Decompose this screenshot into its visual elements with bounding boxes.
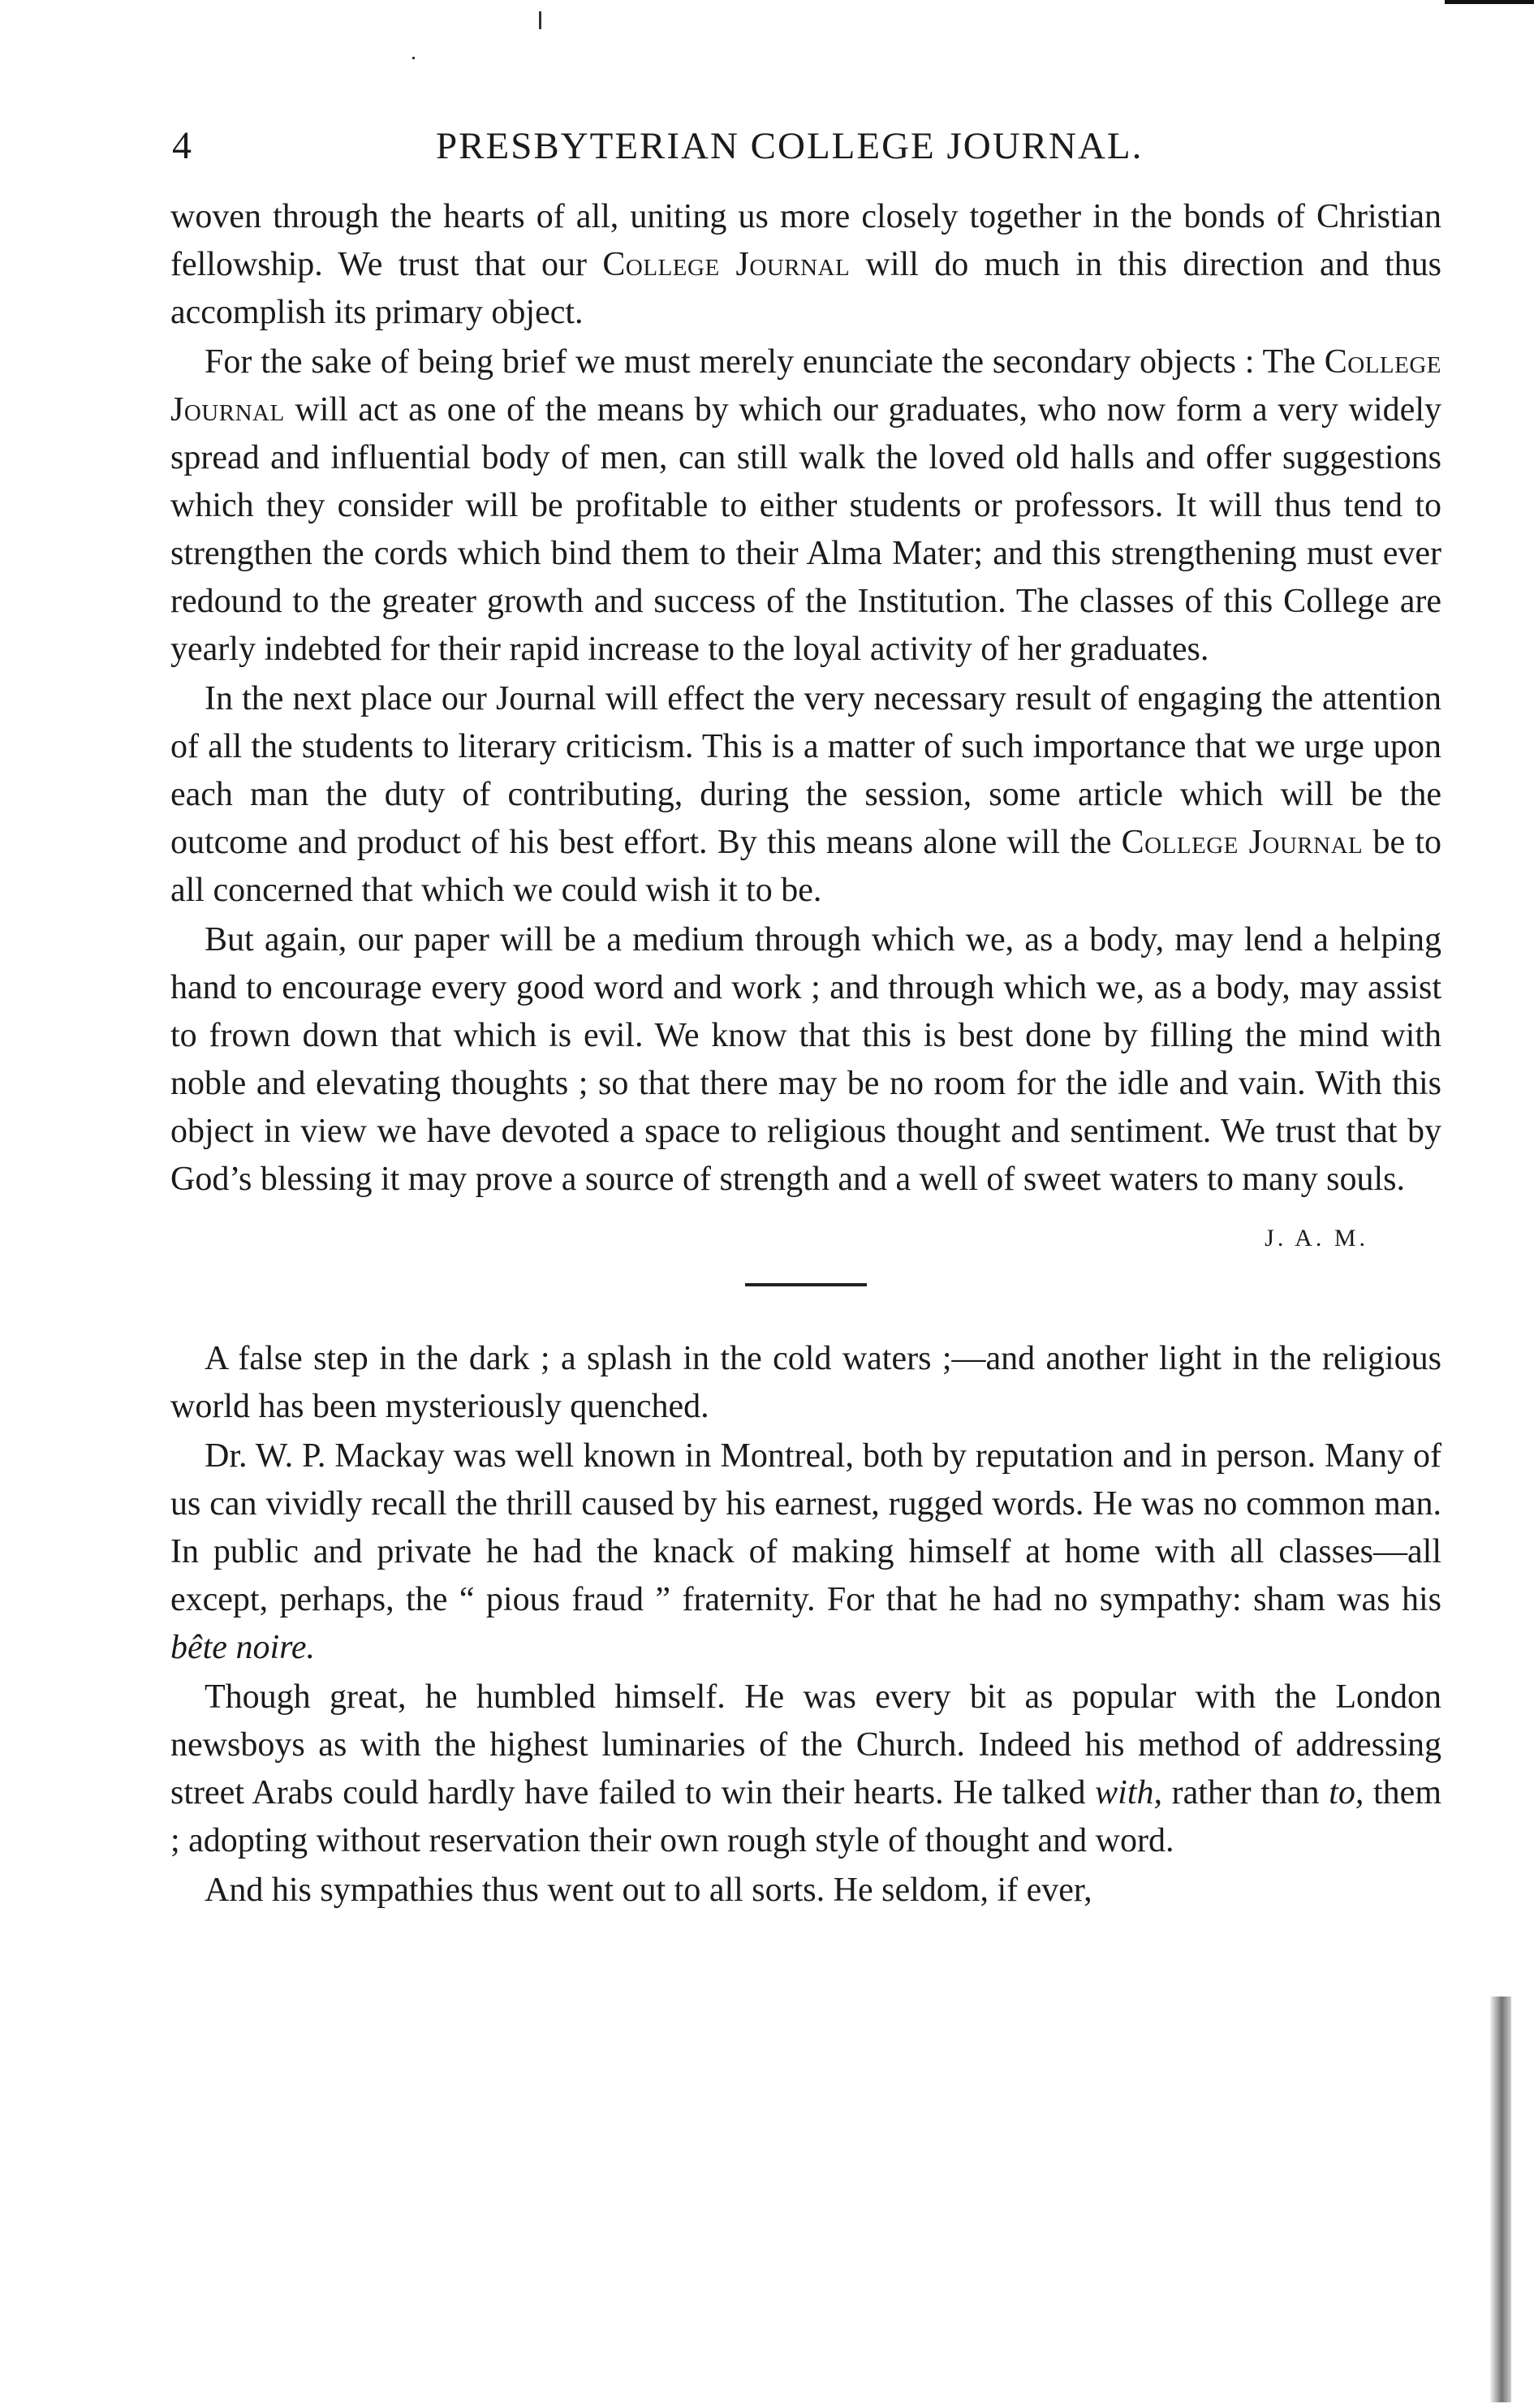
paragraph-text: will act as one of the means by which our graduates, who now form a very widely spread and influential body of men, can still walk the loved old halls and offer suggestions which they consider will be profitable to either students or professors. It will thus tend to strengthen the cords which bind them to their Alma Mater; and this strengthening must ever redound to the greater growth and success of the Institution. The classes of this College are yearly indebted for their rapid increase to the loyal activity of her graduates. [170, 391, 1441, 668]
page-number: 4 [172, 124, 192, 167]
paragraph-text: For the sake of being brief we must merely enunciate the secondary objects : The [205, 343, 1325, 381]
scan-speck [539, 11, 541, 29]
italic-phrase: bête noire. [170, 1629, 316, 1666]
section-divider [745, 1283, 867, 1286]
paragraph-text: A false step in the dark ; a splash in the cold waters ;—and another light in the religious world has been mysteriously quenched. [170, 1340, 1441, 1425]
paragraph-4 [170, 916, 1441, 1204]
paragraph-text: And his sympathies thus went out to all sorts. He seldom, if ever, [205, 1872, 1092, 1909]
journal-name-small-caps: College Journal [170, 343, 1441, 429]
italic-word: with, [1095, 1774, 1163, 1811]
paragraph-text: Though great, he humbled himself. He was every bit as popular with the London newsboys as with the highest luminaries of the Church. Indeed his method of addressing street Arabs could hardly have failed to win their hearts. He talked [170, 1678, 1441, 1811]
journal-name-small-caps: College Journal [602, 246, 851, 283]
paragraph-5 [170, 1335, 1441, 1431]
italic-word: to, [1329, 1774, 1364, 1811]
paragraph-text: them ; adopting without reservation their own rough style of thought and word. [170, 1774, 1441, 1859]
scan-edge-shadow [1490, 1997, 1511, 2402]
paragraph-text: In the next place our Journal will effect the very necessary result of engaging the attention of all the students to literary criticism. This is a matter of such importance that we urge upon each man the duty of contributing, during the session, some article which will be the outcome and product of his best effort. By this means alone will the [170, 680, 1441, 861]
running-head [172, 122, 1438, 170]
paragraph-7 [170, 1674, 1441, 1865]
paragraph-1 [170, 193, 1441, 337]
paragraph-3 [170, 675, 1441, 915]
paragraph-text: Dr. W. P. Mackay was well known in Montreal, both by reputation and in person. Many of us can vividly recall the thrill caused by his earnest, rugged words. He was no common man. In public and private he had the knack of making himself at home with all classes—all except, perhaps, the “ pious fraud ” fraternity. For that he had no sympathy: sham was his [170, 1437, 1441, 1618]
paragraph-text: rather than [1162, 1774, 1329, 1811]
paragraph-2 [170, 338, 1441, 674]
scan-corner-mark [1445, 0, 1534, 24]
author-signature: J. A. M. [1265, 1225, 1368, 1251]
journal-name-small-caps: College Journal [1121, 824, 1364, 861]
paragraph-text: woven through the hearts of all, uniting us more closely together in the bonds of Christian fellowship. We trust that our [170, 198, 1441, 283]
journal-title: PRESBYTERIAN COLLEGE JOURNAL. [436, 125, 1144, 167]
article-body [170, 193, 1441, 1915]
scan-speck [412, 57, 415, 59]
paragraph-text: But again, our paper will be a medium through which we, as a body, may lend a helping hand to encourage every good word and work ; and through which we, as a body, may assist to frown down that which is evil. We know that this is best done by filling the mind with noble and elevating thoughts ; so that there may be no room for the idle and vain. With this object in view we have devoted a space to religious thought and sentiment. We trust that by God’s blessing it may prove a source of strength and a well of sweet waters to many souls. [170, 921, 1441, 1198]
paragraph-6 [170, 1432, 1441, 1672]
paragraph-8 [170, 1867, 1441, 1915]
paragraph-text: be to all concerned that which we could wish it to be. [170, 824, 1442, 909]
paragraph-text: will do much in this direction and thus accomplish its primary object. [170, 246, 1442, 331]
